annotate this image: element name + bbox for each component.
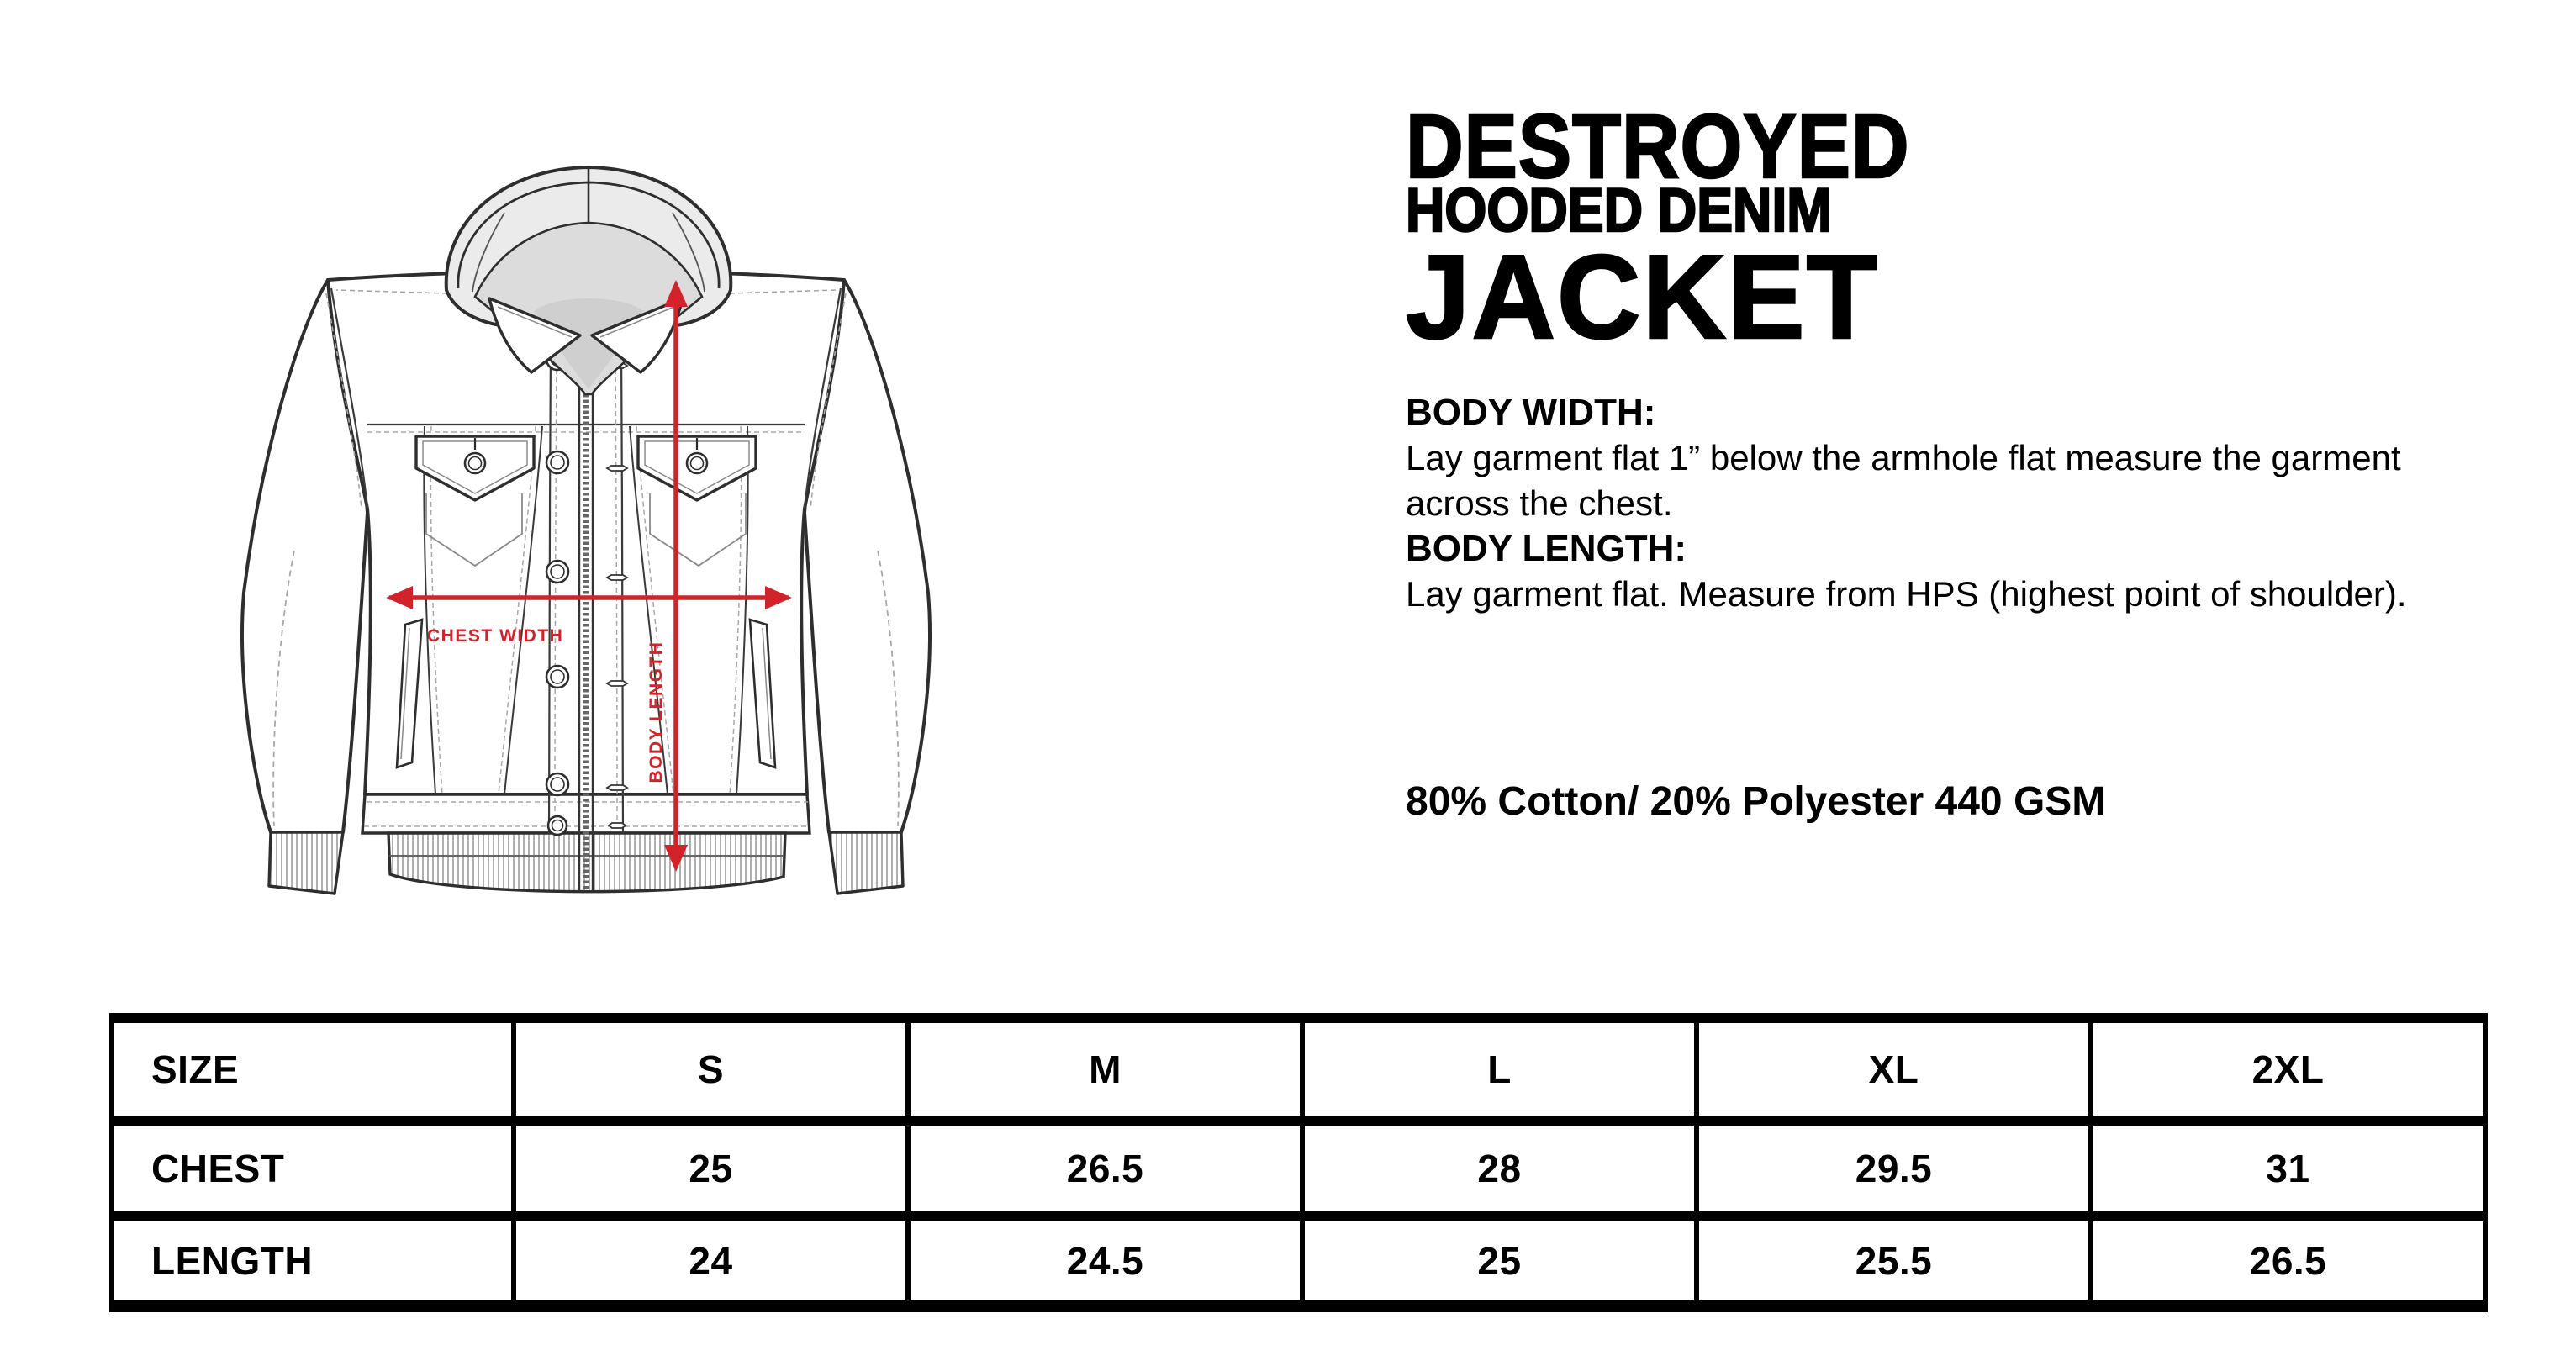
body-length-text: Lay garment flat. Measure from HPS (highest point of shoulder).	[1406, 574, 2407, 614]
table-header-2xl: 2XL	[2091, 1018, 2485, 1121]
chest-m: 26.5	[908, 1121, 1302, 1216]
body-width-heading: BODY WIDTH:	[1406, 392, 1656, 433]
product-title-line3: JACKET	[1406, 230, 1879, 364]
table-header-xl: XL	[1697, 1018, 2091, 1121]
table-header-l: L	[1302, 1018, 1697, 1121]
chest-s: 25	[514, 1121, 908, 1216]
table-header-size: SIZE	[112, 1018, 514, 1121]
chest-2xl: 31	[2091, 1121, 2485, 1216]
table-row-length	[112, 1216, 2485, 1306]
body-length-heading: BODY LENGTH:	[1406, 528, 1687, 569]
length-m: 24.5	[908, 1216, 1302, 1306]
body-width-text: Lay garment flat 1” below the armhole flat measure the garment across the chest.	[1406, 438, 2401, 523]
chest-xl: 29.5	[1697, 1121, 2091, 1216]
right-cuff	[829, 832, 903, 894]
table-header-m: M	[908, 1018, 1302, 1121]
product-title-line1: DESTROYED	[1406, 95, 1910, 197]
length-2xl: 26.5	[2091, 1216, 2485, 1306]
table-header-row	[112, 1018, 2485, 1121]
body-length-label: BODY LENGTH	[647, 641, 666, 783]
chest-l: 28	[1302, 1121, 1697, 1216]
length-xl: 25.5	[1697, 1216, 2091, 1306]
length-row-label: LENGTH	[112, 1216, 514, 1306]
chest-row-label: CHEST	[112, 1121, 514, 1216]
material-info: 80% Cotton/ 20% Polyester 440 GSM	[1406, 779, 2106, 824]
product-title-line2: HOODED DENIM	[1406, 177, 1832, 245]
length-l: 25	[1302, 1216, 1697, 1306]
left-cuff	[269, 832, 343, 894]
chest-width-label: CHEST WIDTH	[427, 626, 564, 646]
table-row-chest	[112, 1121, 2485, 1216]
table-header-s: S	[514, 1018, 908, 1121]
length-s: 24	[514, 1216, 908, 1306]
size-table	[109, 1013, 2488, 1312]
jacket-diagram	[219, 156, 958, 920]
